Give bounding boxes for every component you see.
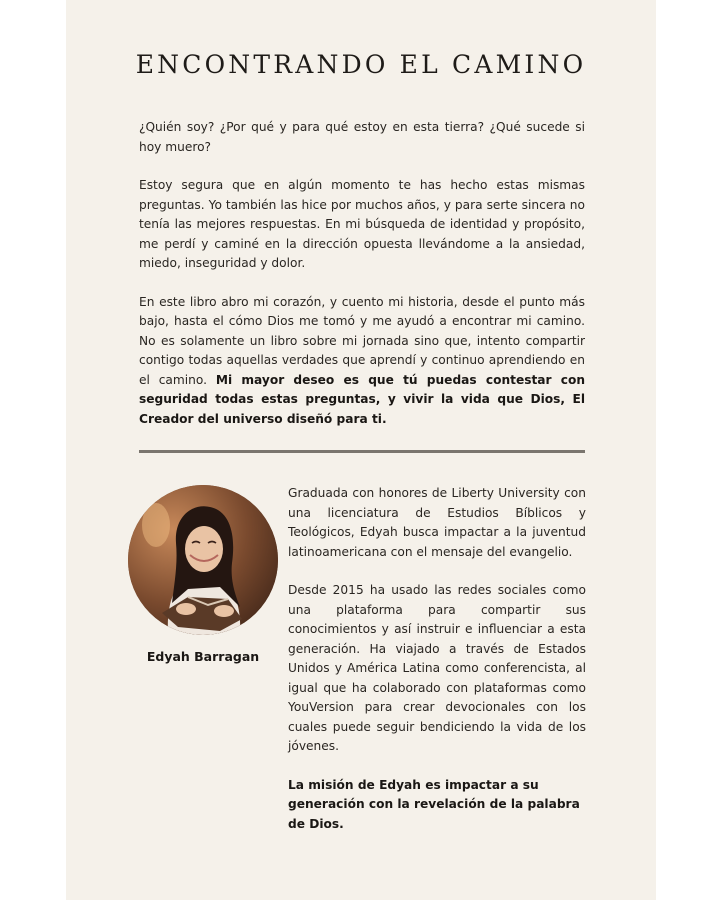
bio-mission-statement: La misión de Edyah es impactar a su generación con la revelación de la palabra de Dios.	[288, 777, 580, 831]
author-bio	[288, 484, 586, 853]
bio-paragraph-1: Graduada con honores de Liberty University con una licenciatura de Estudios Bíblicos y Teológicos, Edyah busca impactar a la juventud latinoamericana con el mensaje del evangelio.	[288, 486, 586, 559]
bio-paragraph-2: Desde 2015 ha usado las redes sociales como una plataforma para compartir sus conocimientos y así instruir e influenciar a esta generación. Ha viajado a través de Estados Unidos y América Latina como conferencista, al igual que ha colaborado con plataformas como YouVersion para crear devocionales con los cuales puede seguir bendiciendo la vida de los jóvenes.	[288, 583, 586, 753]
intro-paragraph-2: Estoy segura que en algún momento te has hecho estas mismas preguntas. Yo también las hice por muchos años, y para serte sincera no tenía las mejores respuestas. En mi búsqueda de identidad y propósito, me perdí y caminé en la dirección opuesta llevándome a la ansiedad, miedo, inseguridad y dolor.	[139, 178, 585, 270]
back-cover	[66, 0, 656, 900]
intro-paragraph-3	[139, 293, 585, 430]
author-photo	[128, 485, 278, 635]
intro-paragraph-3-text: En este libro abro mi corazón, y cuento mi historia, desde el punto más bajo, hasta el cómo Dios me tomó y me ayudó a encontrar mi camino. No es solamente un libro sobre mi jornada sino que, intento compartir contigo todas aquellas verdades que aprendí y continuo aprendiendo en el camino.	[139, 294, 585, 387]
intro-paragraph-1: ¿Quién soy? ¿Por qué y para qué estoy en esta tierra? ¿Qué sucede si hoy muero?	[139, 120, 585, 154]
author-photo-illustration	[128, 485, 278, 635]
author-name: Edyah Barragan	[146, 649, 260, 664]
page-title: ENCONTRANDO EL CAMINO	[135, 50, 587, 79]
intro-section	[139, 118, 585, 448]
intro-paragraph-3-emphasis: Mi mayor deseo es que tú puedas contestar con seguridad todas estas preguntas, y vivir la vida que Dios, El Creador del universo diseñó para ti.	[139, 372, 585, 426]
section-divider	[139, 450, 585, 453]
